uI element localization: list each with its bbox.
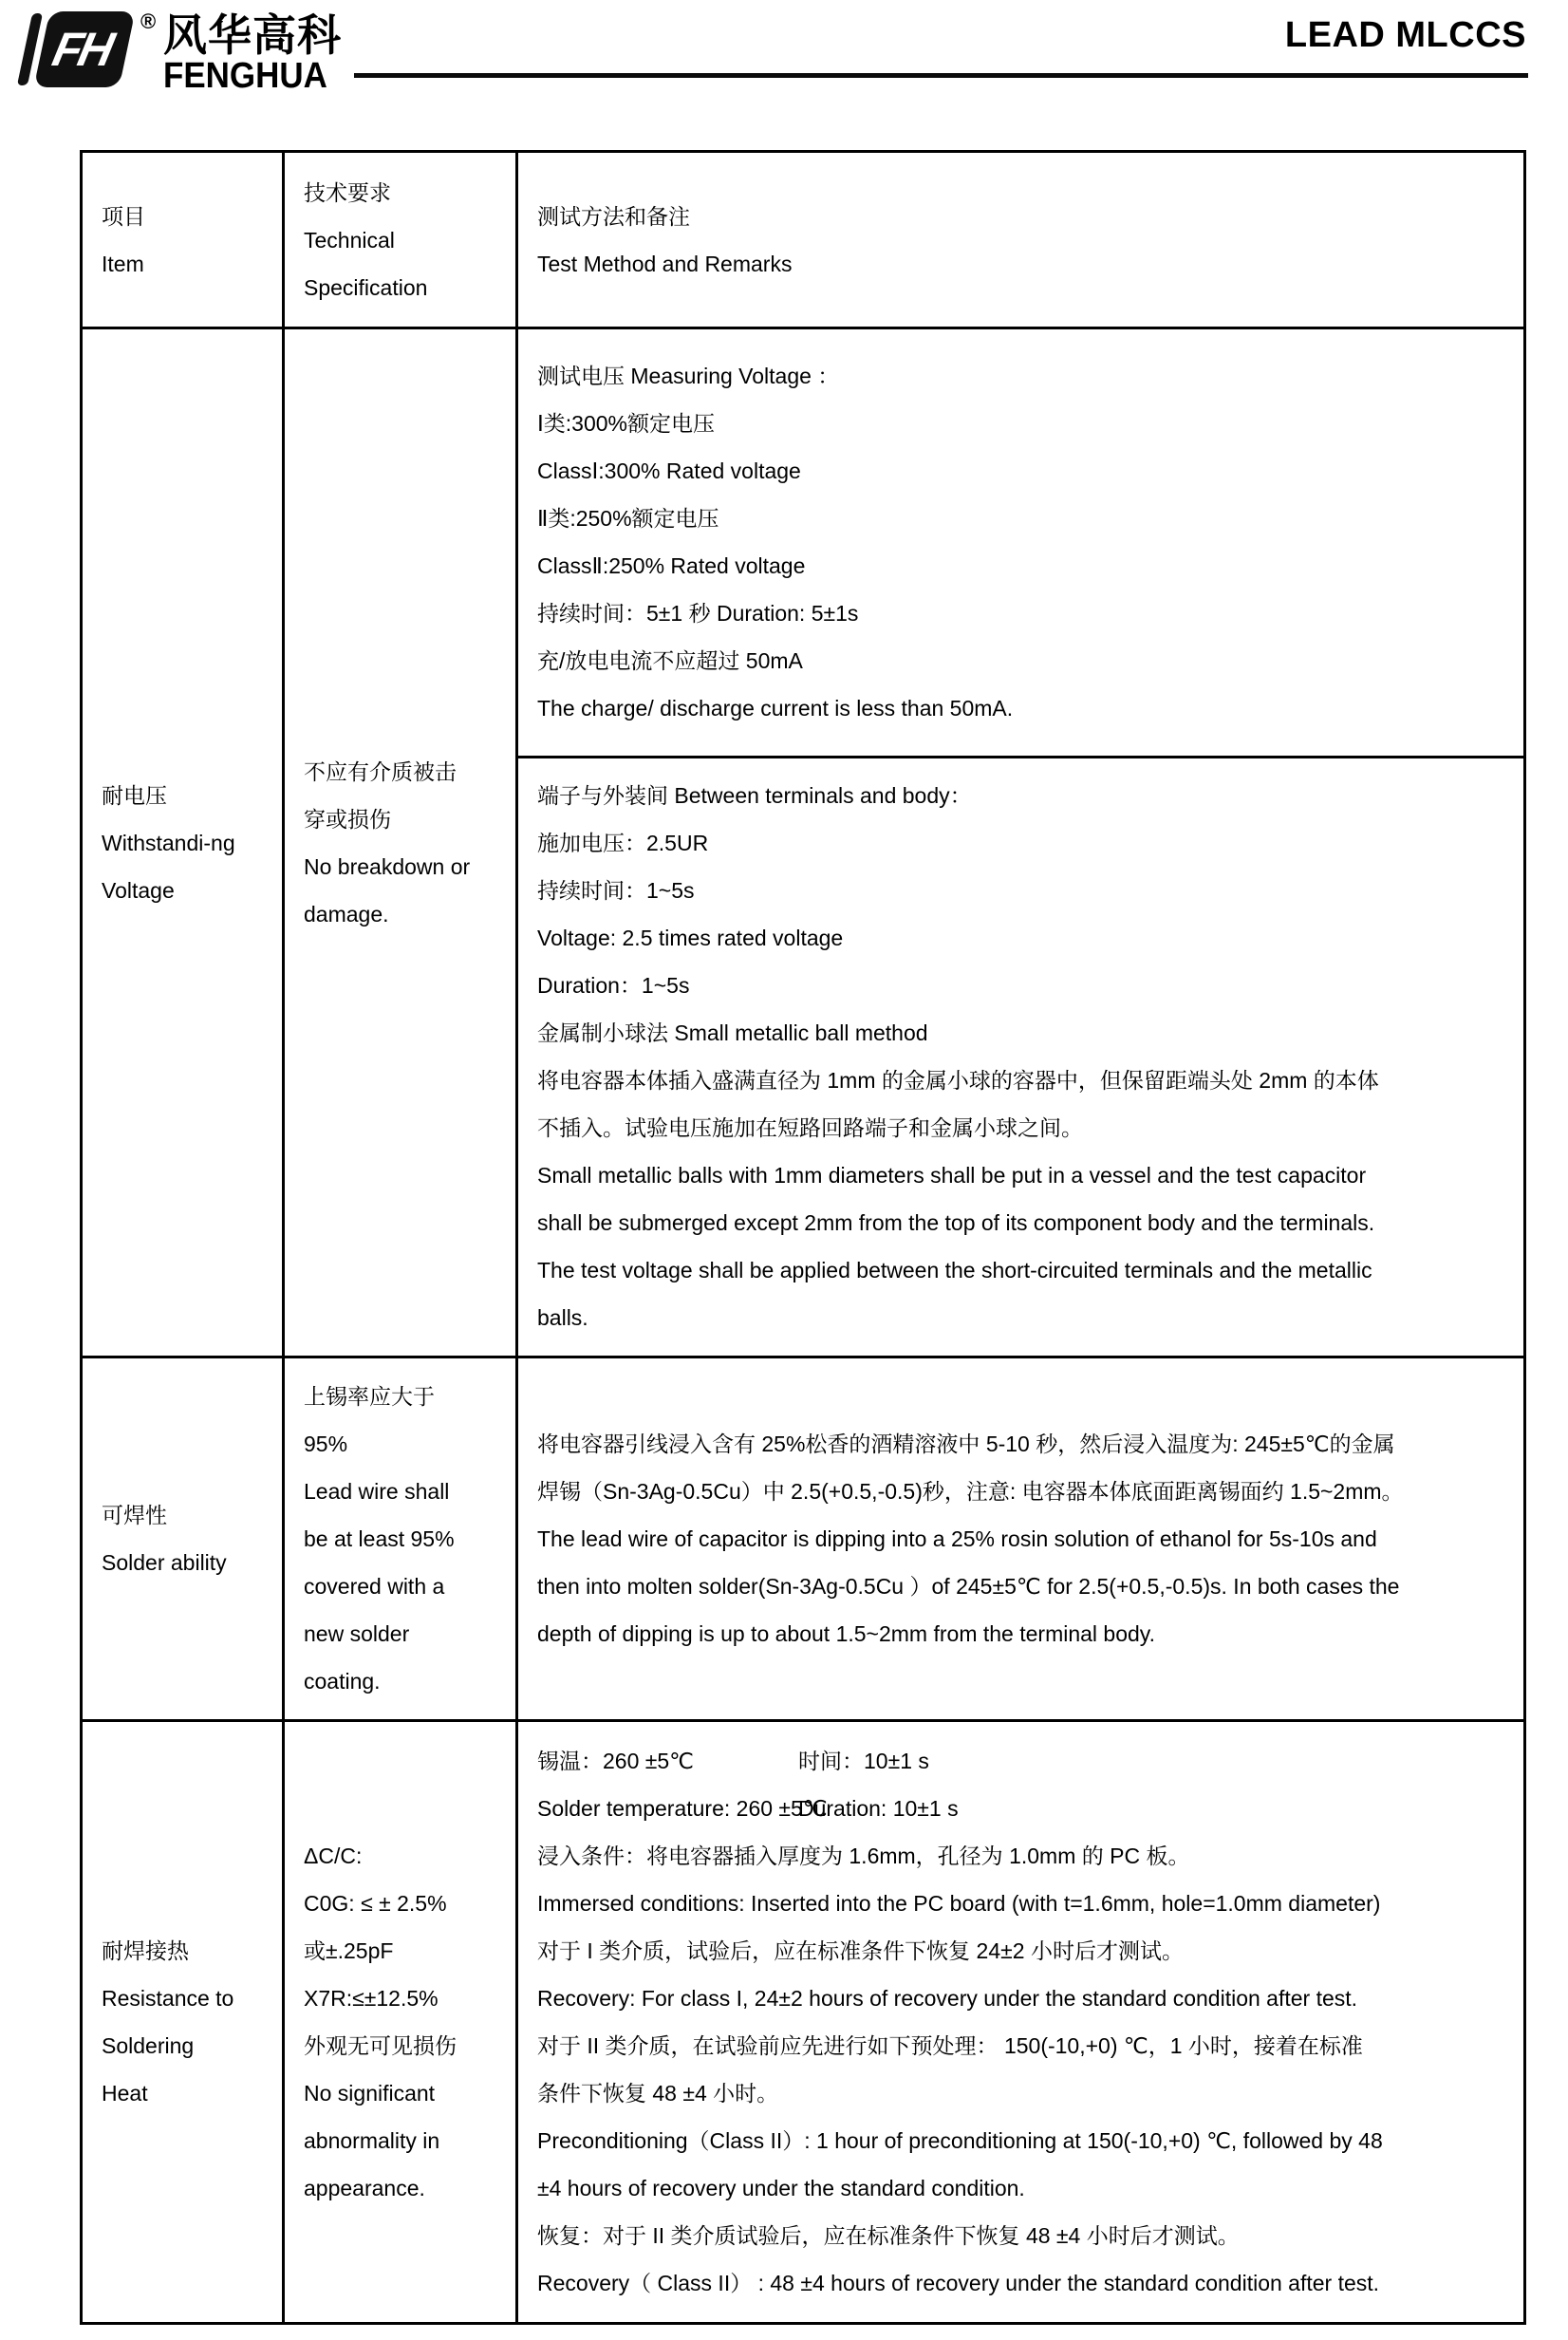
spec-table <box>80 150 1526 2325</box>
text-line: 可焊性 <box>102 1503 167 1527</box>
document-title: LEAD MLCCS <box>1284 15 1526 55</box>
text-line: new solder <box>304 1621 410 1646</box>
text-line: Resistance to <box>102 1986 234 2011</box>
text-line: Soldering <box>102 2033 195 2058</box>
fenghua-logo <box>21 9 342 95</box>
text-line: 焊锡（Sn-3Ag-0.5Cu）中 2.5(+0.5,-0.5)秒，注意: 电容器本体底面距离锡面约 1.5~2mm。 <box>537 1479 1404 1504</box>
logo-company-name-cn: 风华高科 <box>163 10 342 60</box>
text-line: 项目 <box>102 203 145 229</box>
text-line: Ⅰ类:300%额定电压 <box>537 411 715 437</box>
text-line: 耐电压 <box>102 782 167 808</box>
item-cell-solder-ability <box>83 1358 282 1719</box>
method-section-measuring-voltage <box>518 329 1523 756</box>
item-cell-soldering-heat <box>83 1722 282 2322</box>
method-cell-soldering-heat <box>515 1722 1523 2322</box>
text-line: Test Method and Remarks <box>537 251 793 276</box>
text-line: Item <box>102 251 144 276</box>
text-line: Small metallic balls with 1mm diameters shall be put in a vessel and the test capacitor <box>537 1163 1367 1189</box>
logo-text <box>163 10 342 96</box>
duration-cn: 时间：10±1 s <box>798 1749 929 1773</box>
spec-cell-solder-coverage <box>282 1358 515 1719</box>
text-line: then into molten solder(Sn-3Ag-0.5Cu ）of 245±5℃ for 2.5(+0.5,-0.5)s. In both cases the <box>537 1574 1400 1599</box>
text-line: 测试电压 Measuring Voltage ： <box>537 364 840 389</box>
text-line: Solder ability <box>102 1550 227 1575</box>
item-cell-withstanding-voltage <box>83 329 282 1356</box>
text-line: No breakdown or <box>304 853 471 879</box>
text-line <box>537 1737 1510 1785</box>
text-line: Technical <box>304 227 395 253</box>
text-line: coating. <box>304 1669 381 1694</box>
text-line: ClassⅠ:300% Rated voltage <box>537 459 801 484</box>
text-line: 穿或损伤 <box>304 806 391 832</box>
text-line: Preconditioning（Class II）: 1 hour of preconditioning at 150(-10,+0) ℃, followed by 48 <box>537 2128 1383 2153</box>
text-line: The test voltage shall be applied between the short-circuited terminals and the metallic <box>537 1258 1372 1283</box>
text-line: Lead wire shall <box>304 1479 450 1504</box>
text-line: 不应有介质被击 <box>304 758 457 784</box>
text-line: balls. <box>537 1305 588 1331</box>
text-line: Voltage <box>102 877 175 903</box>
column-header-item <box>83 153 282 327</box>
method-section-terminals-and-body <box>518 756 1523 1356</box>
text-line: Heat <box>102 2081 148 2106</box>
solder-temperature-en: Solder temperature: 260 ±5℃ <box>537 1796 828 1821</box>
text-line: 端子与外装间 Between terminals and body： <box>537 783 972 809</box>
text-line: 充/放电电流不应超过 50mA <box>537 648 803 674</box>
fenghua-logo-icon <box>21 9 157 91</box>
text-line: 条件下恢复 48 ±4 小时。 <box>537 2081 779 2106</box>
text-line: 或±.25pF <box>304 1938 394 1963</box>
text-line: shall be submerged except 2mm from the top of its component body and the terminals. <box>537 1210 1375 1236</box>
text-line: 对于 I 类介质，试验后，应在标准条件下恢复 24±2 小时后才测试。 <box>537 1938 1184 1963</box>
text-line: ±4 hours of recovery under the standard condition. <box>537 2176 1025 2200</box>
text-line: Specification <box>304 274 428 300</box>
text-line: X7R:≤±12.5% <box>304 1986 439 2011</box>
text-line: 耐焊接热 <box>102 1938 189 1963</box>
text-line: be at least 95% <box>304 1526 455 1551</box>
solder-temperature-cn: 锡温：260 ±5℃ <box>537 1749 695 1773</box>
row-withstanding-voltage <box>83 327 1523 1356</box>
registered-trademark-icon: ® <box>140 9 157 33</box>
text-line: 上锡率应大于 <box>304 1384 435 1409</box>
text-line: Voltage: 2.5 times rated voltage <box>537 926 844 951</box>
spec-cell-no-breakdown <box>282 329 515 1356</box>
text-line: 技术要求 <box>304 179 391 205</box>
logo-company-name-en: FENGHUA <box>163 56 327 96</box>
text-line: Duration：1~5s <box>537 973 690 999</box>
column-header-technical-specification <box>282 153 515 327</box>
row-solder-ability <box>83 1356 1523 1719</box>
text-line: 对于 II 类介质，在试验前应先进行如下预处理： 150(-10,+0) ℃，1 小时，接着在标准 <box>537 2033 1363 2058</box>
duration-en: Duration: 10±1 s <box>798 1796 959 1821</box>
text-line: ΔC/C: <box>304 1844 363 1868</box>
table-header-row <box>83 153 1523 327</box>
text-line: The lead wire of capacitor is dipping into a 25% rosin solution of ethanol for 5s-10s and <box>537 1526 1377 1551</box>
column-header-test-method-remarks <box>515 153 1523 327</box>
logo-fh-monogram: FH <box>47 23 116 76</box>
text-line: 金属制小球法 Small metallic ball method <box>537 1020 928 1046</box>
text-line: Recovery（ Class II） : 48 ±4 hours of recovery under the standard condition after test. <box>537 2271 1380 2295</box>
text-line: appearance. <box>304 2176 425 2200</box>
text-line: abnormality in <box>304 2128 440 2153</box>
text-line: 将电容器本体插入盛满直径为 1mm 的金属小球的容器中，但保留距端头处 2mm 的本体 <box>537 1068 1379 1094</box>
text-line: 浸入条件：将电容器插入厚度为 1.6mm，孔径为 1.0mm 的 PC 板。 <box>537 1844 1190 1868</box>
text-line: 持续时间：5±1 秒 Duration: 5±1s <box>537 601 859 627</box>
text-line: 95% <box>304 1432 348 1456</box>
text-line: 施加电压：2.5UR <box>537 831 709 856</box>
text-line: Withstandi-ng <box>102 830 235 855</box>
method-cell-withstanding-voltage <box>515 329 1523 1356</box>
text-line: 恢复：对于 II 类介质试验后，应在标准条件下恢复 48 ±4 小时后才测试。 <box>537 2223 1240 2248</box>
text-line: 持续时间：1~5s <box>537 878 695 904</box>
text-line: No significant <box>304 2081 436 2106</box>
text-line <box>537 1785 1510 1832</box>
row-resistance-to-soldering-heat <box>83 1719 1523 2322</box>
text-line: The charge/ discharge current is less than 50mA. <box>537 696 1014 721</box>
text-line: 测试方法和备注 <box>537 203 690 229</box>
text-line: Ⅱ类:250%额定电压 <box>537 506 719 532</box>
text-line: Immersed conditions: Inserted into the PC board (with t=1.6mm, hole=1.0mm diameter) <box>537 1891 1381 1916</box>
header-divider <box>354 73 1528 78</box>
text-line: ClassⅡ:250% Rated voltage <box>537 553 806 579</box>
text-line: Recovery: For class I, 24±2 hours of recovery under the standard condition after test. <box>537 1986 1358 2011</box>
text-line: depth of dipping is up to about 1.5~2mm from the terminal body. <box>537 1621 1155 1646</box>
text-line: 将电容器引线浸入含有 25%松香的酒精溶液中 5-10 秒，然后浸入温度为: 245±5℃的金属 <box>537 1432 1395 1456</box>
text-line: C0G: ≤ ± 2.5% <box>304 1891 447 1916</box>
text-line: 外观无可见损伤 <box>304 2033 457 2058</box>
text-line: 不插入。试验电压施加在短路回路端子和金属小球之间。 <box>537 1115 1083 1141</box>
spec-cell-capacitance-change <box>282 1722 515 2322</box>
text-line: damage. <box>304 901 389 927</box>
logo-fh-mark <box>33 11 135 87</box>
method-cell-solder-ability <box>515 1358 1523 1719</box>
text-line: covered with a <box>304 1574 445 1599</box>
